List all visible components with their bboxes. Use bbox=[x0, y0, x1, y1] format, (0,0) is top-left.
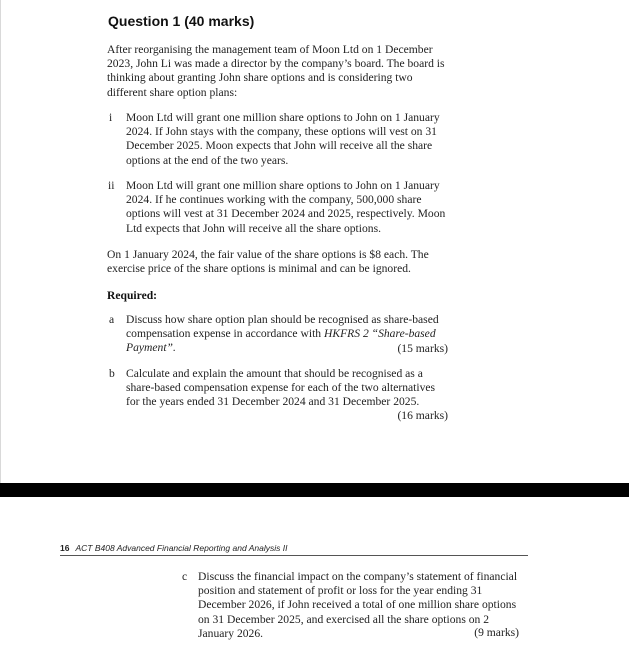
option-ii-text: Moon Ltd will grant one million share options to John on 1 January 2024. If he continues working with the company, 500,000 share options will vest at 31 December 2024 and 2025, respectively. Moon Ltd expects that John will receive all the share options. bbox=[126, 179, 446, 235]
requirement-c-text: Discuss the financial impact on the company’s statement of financial position and statement of profit or loss for the year ending 31 December 2026, if John received a total of one million share options on 31 December 2025, and exercised all the share options on 2 January 2026. bbox=[198, 570, 518, 640]
option-ii-marker: ii bbox=[108, 179, 115, 192]
page-number: 16 bbox=[60, 543, 70, 553]
requirement-c-marks: (9 marks) bbox=[474, 626, 519, 639]
option-i-marker: i bbox=[109, 111, 113, 124]
option-i-text: Moon Ltd will grant one million share options to John on 1 January 2024. If John stays with the company, these options will vest on 31 December 2025. Moon expects that John will receive all the share options at the end of the two years. bbox=[126, 111, 440, 167]
footer-rule bbox=[60, 555, 528, 556]
requirement-b-marks: (16 marks) bbox=[397, 409, 448, 422]
question-title: Question 1 (40 marks) bbox=[108, 13, 255, 29]
requirement-a-standard-reference: HKFRS 2 “Share-based Payment”. bbox=[126, 327, 436, 355]
requirement-a-marks: (15 marks) bbox=[397, 342, 448, 355]
fair-value-paragraph: On 1 January 2024, the fair value of the share options is $8 each. The exercise price of the share options is minimal and can be ignored. bbox=[107, 248, 429, 276]
requirement-a-body: Discuss how share option plan should be recognised as share-based compensation expense in accordance with bbox=[126, 313, 439, 341]
requirement-b-marker: b bbox=[109, 367, 115, 380]
page-footer bbox=[60, 543, 287, 553]
question-intro: After reorganising the management team of Moon Ltd on 1 December 2023, John Li was made a director by the company’s board. The board is thinking about granting John share options and is considering two different share option plans: bbox=[107, 43, 445, 99]
requirement-b-text: Calculate and explain the amount that should be recognised as a share-based compensation expense for each of the two alternatives for the years ended 31 December 2024 and 31 December 2025. bbox=[126, 367, 436, 409]
course-title: ACT B408 Advanced Financial Reporting and Analysis II bbox=[75, 543, 288, 553]
requirement-c-marker: c bbox=[182, 570, 188, 583]
requirement-a-marker: a bbox=[109, 313, 115, 326]
page-separator bbox=[0, 483, 629, 497]
required-heading: Required: bbox=[107, 289, 158, 302]
